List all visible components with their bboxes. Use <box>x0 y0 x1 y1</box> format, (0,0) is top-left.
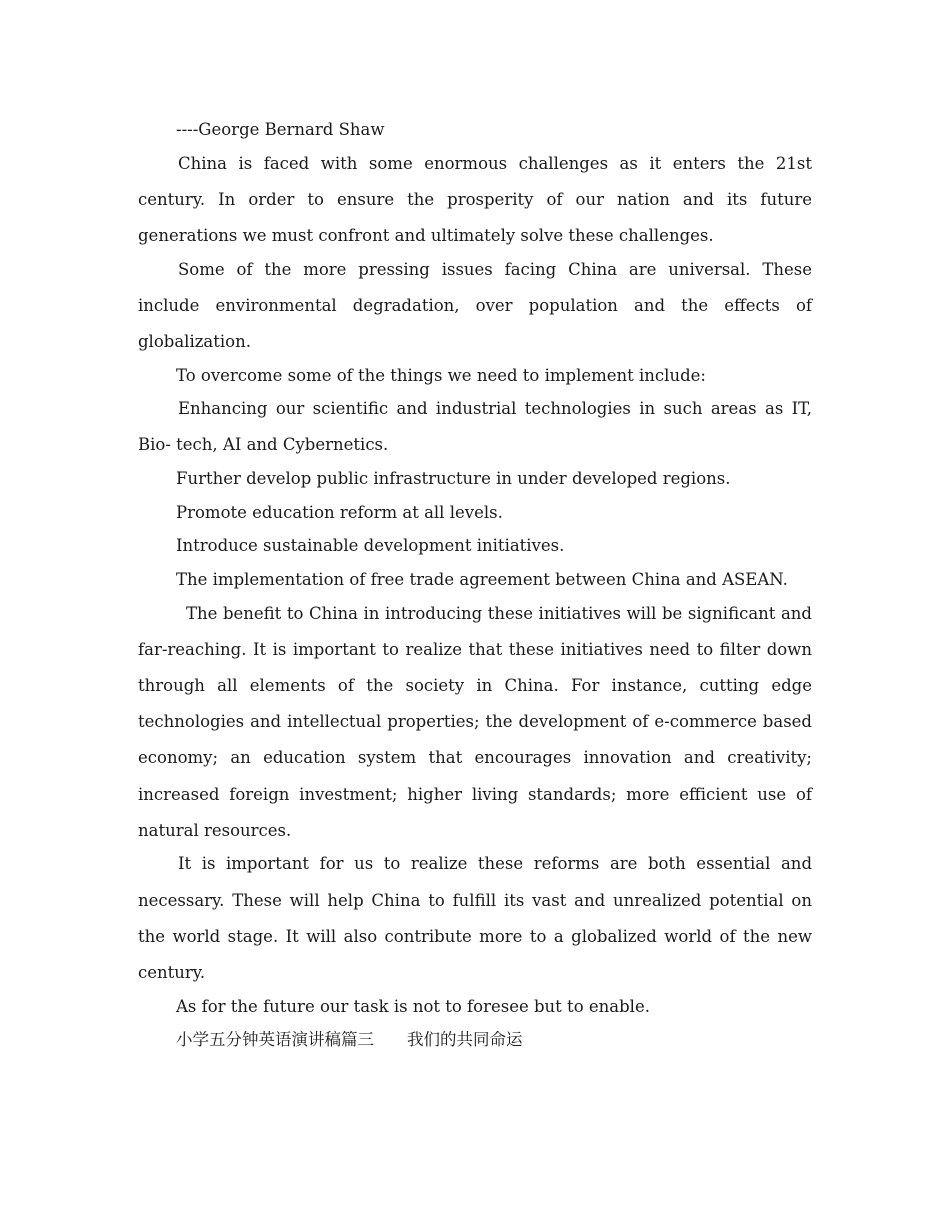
list-item-education: Promote education reform at all levels. <box>176 502 503 522</box>
attribution-line: ----George Bernard Shaw <box>176 120 385 139</box>
list-item-technologies: Enhancing our scientific and industrial technologies in such areas as IT, Bio- tech, AI and Cybernetics. <box>138 399 812 455</box>
paragraph-implement-intro: To overcome some of the things we need to implement include: <box>176 365 706 385</box>
list-item-sustainable: Introduce sustainable development initiatives. <box>176 536 565 556</box>
list-item-infrastructure: Further develop public infrastructure in under developed regions. <box>176 469 731 489</box>
paragraph-benefit: The benefit to China in introducing these initiatives will be significant and far-reaching. It is important to realize that these initiatives need to filter down through all elements of the society in China. For instance, cutting edge technologies and intellectual properties; the development of e-commerce based economy; an education system that encourages innovation and creativity; increased foreign investment; higher living standards; more efficient use of natural resources. <box>138 603 812 840</box>
list-item-free-trade: The implementation of free trade agreement between China and ASEAN. <box>176 569 788 589</box>
paragraph-challenges: China is faced with some enormous challenges as it enters the 21st century. In order to ensure the prosperity of our nation and its future generations we must confront and ultimately solve these challenges. <box>138 153 812 246</box>
paragraph-issues: Some of the more pressing issues facing China are universal. These include environmental degradation, over population and the effects of globalization. <box>138 259 812 352</box>
paragraph-reforms: It is important for us to realize these reforms are both essential and necessary. These will help China to fulfill its vast and unrealized potential on the world stage. It will also contribute more to a globalized world of the new century. <box>138 854 812 982</box>
paragraph-future: As for the future our task is not to foresee but to enable. <box>176 996 650 1016</box>
document-body <box>138 112 812 1058</box>
section-heading: 小学五分钟英语演讲稿篇三 我们的共同命运 <box>176 1030 523 1050</box>
